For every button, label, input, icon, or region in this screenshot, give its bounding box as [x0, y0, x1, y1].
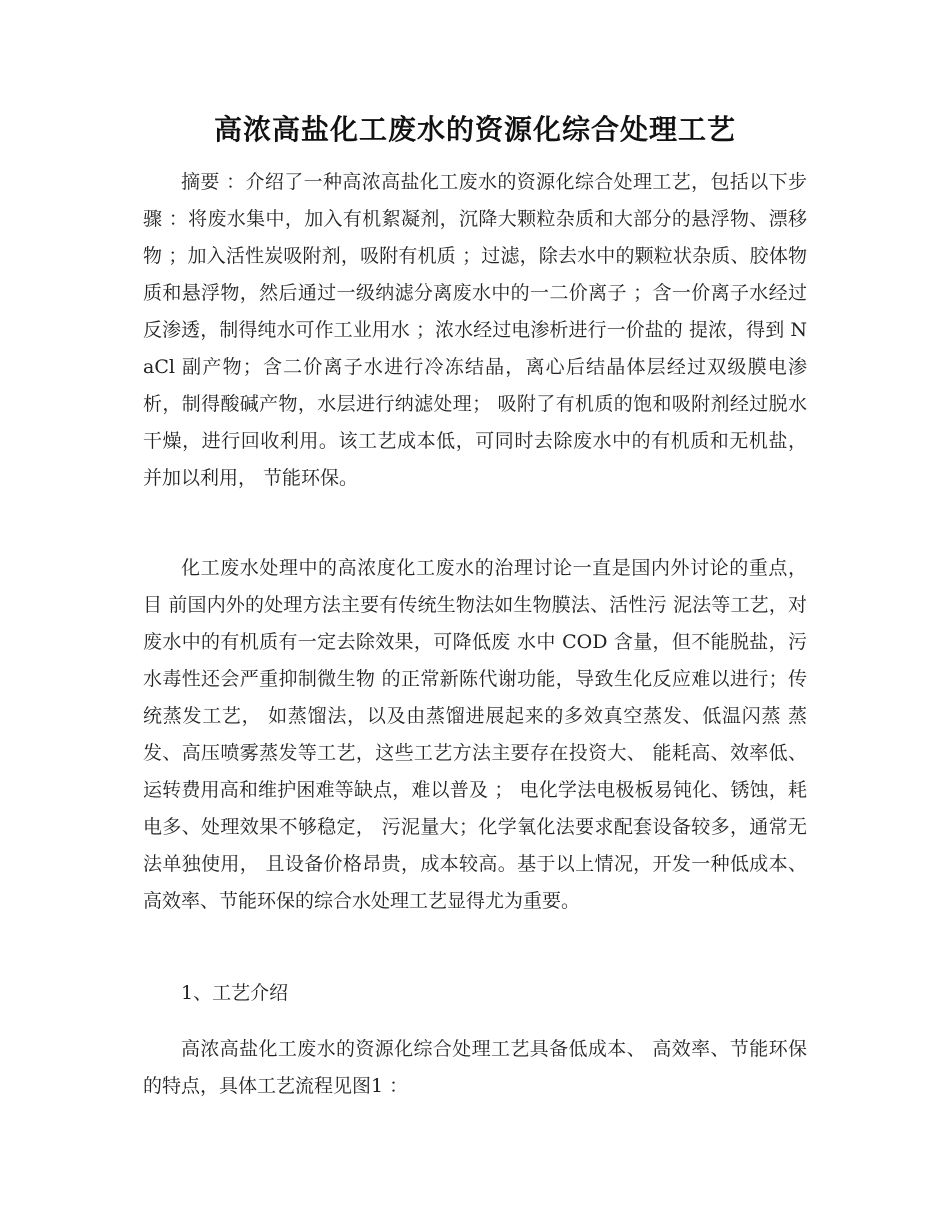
abstract-paragraph: 摘要 ：介绍了一种高浓高盐化工废水的资源化综合处理工艺，包括以下步骤 ：将废水集中，加入有机絮凝剂，沉降大颗粒杂质和大部分的悬浮物、漂移物 ；加入活性炭吸附剂，吸附有机质 ；过滤，除去水中的颗粒状杂质、胶体物质和悬浮物，然后通过一级纳滤分离废水中的一二价离子 ；含一价离子水经过反渗透，制得纯水可作工业用水 ；浓水经过电渗析进行一价盐的 提浓，得到 NaCl 副产物；含二价离子水进行冷冻结晶，离心后结晶体层经过双级膜电渗析，制得酸碱产物，水层进行纳滤处理； 吸附了有机质的饱和吸附剂经过脱水干燥，进行回收利用。该工艺成本低，可同时去除废水中的有机质和无机盐，并加以利用， 节能环保。: [143, 171, 807, 489]
document-title: 高浓高盐化工废水的资源化综合处理工艺: [213, 113, 736, 146]
process-paragraph: 高浓高盐化工废水的资源化综合处理工艺具备低成本、 高效率、节能环保的特点，具体工艺流程见图1 ：: [143, 1038, 807, 1097]
intro-paragraph: 化工废水处理中的高浓度化工废水的治理讨论一直是国内外讨论的重点，目 前国内外的处理方法主要有传统生物法如生物膜法、活性污 泥法等工艺，对废水中的有机质有一定去除效果，可降低废 水中 COD 含量，但不能脱盐，污水毒性还会严重抑制微生物 的正常新陈代谢功能，导致生化反应难以进行；传统蒸发工艺， 如蒸馏法，以及由蒸馏进展起来的多效真空蒸发、低温闪蒸 蒸发、高压喷雾蒸发等工艺，这些工艺方法主要存在投资大、 能耗高、效率低、运转费用高和维护困难等缺点，难以普及 ； 电化学法电极板易钝化、锈蚀，耗电多、处理效果不够稳定， 污泥量大；化学氧化法要求配套设备较多，通常无法单独使用， 且设备价格昂贵，成本较高。基于以上情况，开发一种低成本、 高效率、节能环保的综合水处理工艺显得尤为重要。: [143, 557, 807, 912]
section-heading: 1、工艺介绍: [181, 982, 289, 1004]
